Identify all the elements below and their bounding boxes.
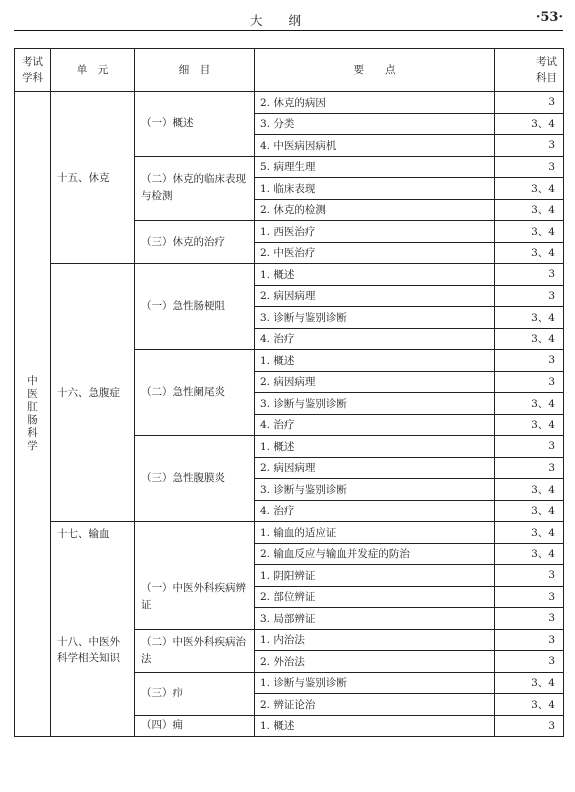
level-cell: 3、4: [495, 672, 564, 694]
detail-cell: （一）概述: [135, 92, 255, 157]
point-cell: 2. 休克的病因: [255, 92, 495, 114]
level-cell: 3、4: [495, 221, 564, 243]
point-cell: 3. 诊断与鉴别诊断: [255, 307, 495, 329]
level-cell: 3、4: [495, 500, 564, 522]
unit-cell: 十六、急腹症: [51, 264, 135, 522]
unit-cell: 十七、输血: [51, 522, 135, 565]
table-row: [15, 522, 564, 544]
detail-cell: （四）痈: [135, 715, 255, 737]
point-cell: 2. 中医治疗: [255, 242, 495, 264]
level-cell: 3、4: [495, 307, 564, 329]
point-cell: 2. 外治法: [255, 651, 495, 673]
point-cell: 1. 概述: [255, 264, 495, 286]
table-row: [15, 565, 564, 587]
point-cell: 1. 概述: [255, 715, 495, 737]
point-cell: 4. 治疗: [255, 328, 495, 350]
level-cell: 3: [495, 457, 564, 479]
level-cell: 3: [495, 92, 564, 114]
column-header-points: 要 点: [255, 49, 495, 92]
level-cell: 3: [495, 350, 564, 372]
level-cell: 3: [495, 651, 564, 673]
table-row: [15, 264, 564, 286]
point-cell: 1. 内治法: [255, 629, 495, 651]
subject-cell: [15, 92, 51, 737]
unit-cell: 十八、中医外科学相关知识: [51, 565, 135, 737]
point-cell: 4. 治疗: [255, 414, 495, 436]
level-cell: 3、4: [495, 694, 564, 716]
point-cell: 1. 临床表现: [255, 178, 495, 200]
subject-label: 中医肛肠科学: [27, 375, 38, 452]
point-cell: 4. 治疗: [255, 500, 495, 522]
page-number: ·53·: [535, 10, 563, 25]
point-cell: 1. 概述: [255, 436, 495, 458]
column-header-unit: 单 元: [51, 49, 135, 92]
level-cell: 3: [495, 285, 564, 307]
level-cell: 3、4: [495, 479, 564, 501]
detail-cell: （二）中医外科疾病治法: [135, 629, 255, 672]
level-cell: 3: [495, 436, 564, 458]
syllabus-table: [14, 48, 564, 737]
level-cell: 3、4: [495, 328, 564, 350]
level-cell: 3、4: [495, 522, 564, 544]
point-cell: 1. 概述: [255, 350, 495, 372]
detail-cell: [135, 522, 255, 565]
page-header: [14, 6, 563, 31]
table-row: [15, 92, 564, 114]
point-cell: 2. 辨证论治: [255, 694, 495, 716]
unit-cell: 十五、休克: [51, 92, 135, 264]
level-cell: 3: [495, 608, 564, 630]
detail-cell: （二）休克的临床表现与检测: [135, 156, 255, 221]
point-cell: 1. 输血的适应证: [255, 522, 495, 544]
column-header-subject: 考试 学科: [15, 49, 51, 92]
point-cell: 2. 病因病理: [255, 285, 495, 307]
point-cell: 2. 病因病理: [255, 457, 495, 479]
point-cell: 2. 部位辨证: [255, 586, 495, 608]
point-cell: 1. 阴阳辨证: [255, 565, 495, 587]
point-cell: 3. 诊断与鉴别诊断: [255, 479, 495, 501]
point-cell: 2. 休克的检测: [255, 199, 495, 221]
page-title: 大纲: [249, 13, 327, 28]
level-cell: 3、4: [495, 113, 564, 135]
point-cell: 3. 分类: [255, 113, 495, 135]
level-cell: 3: [495, 565, 564, 587]
point-cell: 2. 输血反应与输血并发症的防治: [255, 543, 495, 565]
point-cell: 4. 中医病因病机: [255, 135, 495, 157]
level-cell: 3: [495, 156, 564, 178]
level-cell: 3: [495, 629, 564, 651]
detail-cell: （三）疖: [135, 672, 255, 715]
table-header-row: [15, 49, 564, 92]
detail-cell: （一）急性肠梗阻: [135, 264, 255, 350]
level-cell: 3: [495, 371, 564, 393]
level-cell: 3: [495, 586, 564, 608]
detail-cell: （一）中医外科疾病辨证: [135, 565, 255, 630]
point-cell: 2. 病因病理: [255, 371, 495, 393]
point-cell: 1. 西医治疗: [255, 221, 495, 243]
detail-cell: （三）休克的治疗: [135, 221, 255, 264]
column-header-detail: 细 目: [135, 49, 255, 92]
point-cell: 3. 局部辨证: [255, 608, 495, 630]
point-cell: 1. 诊断与鉴别诊断: [255, 672, 495, 694]
level-cell: 3: [495, 715, 564, 737]
column-header-level: 考试 科目: [495, 49, 564, 92]
detail-cell: （三）急性腹膜炎: [135, 436, 255, 522]
point-cell: 5. 病理生理: [255, 156, 495, 178]
level-cell: 3、4: [495, 199, 564, 221]
level-cell: 3: [495, 264, 564, 286]
level-cell: 3: [495, 135, 564, 157]
level-cell: 3、4: [495, 393, 564, 415]
point-cell: 3. 诊断与鉴别诊断: [255, 393, 495, 415]
level-cell: 3、4: [495, 543, 564, 565]
level-cell: 3、4: [495, 178, 564, 200]
level-cell: 3、4: [495, 242, 564, 264]
level-cell: 3、4: [495, 414, 564, 436]
detail-cell: （二）急性阑尾炎: [135, 350, 255, 436]
